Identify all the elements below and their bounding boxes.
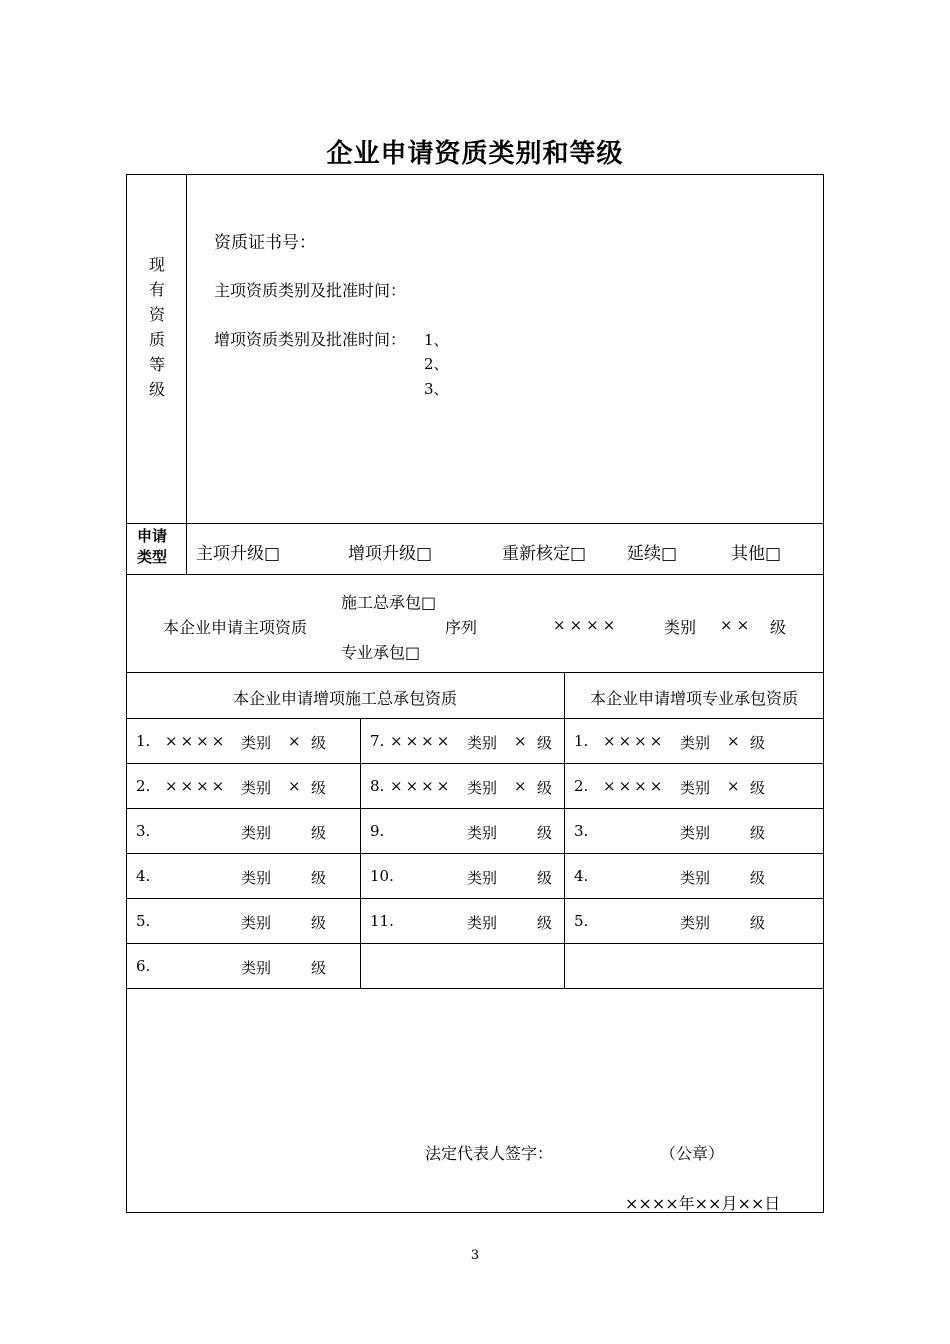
page-title: 企业申请资质类别和等级 — [326, 139, 624, 169]
add-item-1: 1、 — [424, 331, 449, 349]
table-row-1-col1-level: 级 — [311, 779, 327, 797]
table-row-4-col3-category: 类别 — [680, 914, 711, 932]
table-row-4-col1-num: 5. — [136, 912, 151, 930]
table-row-1-col2-level: 级 — [537, 779, 553, 797]
option-renew[interactable]: 延续□ — [627, 544, 678, 564]
date-label: ××××年××月××日 — [625, 1194, 781, 1213]
table-row-4-col3-level: 级 — [750, 914, 766, 932]
table-row-0-col2-category: 类别 — [467, 734, 498, 752]
general-contract-option[interactable]: 施工总承包□ — [341, 593, 437, 612]
table-row-1-col3-x: × — [727, 777, 740, 795]
table-row-0-col1-category: 类别 — [241, 734, 272, 752]
table-row-0-col1-xxxx: ×××× — [165, 732, 228, 750]
table-row-0-col3-category: 类别 — [680, 734, 711, 752]
table-row-1-col1-num: 2. — [136, 777, 151, 795]
add-item-2: 2、 — [424, 355, 449, 373]
add-item-3: 3、 — [424, 380, 449, 398]
option-add-upgrade[interactable]: 增项升级□ — [348, 544, 433, 564]
table-row-2-col1-category: 类别 — [241, 824, 272, 842]
table-row-2-col3-num: 3. — [574, 822, 589, 840]
table-row-3-col2-category: 类别 — [467, 869, 498, 887]
table-row-4-col1-level: 级 — [311, 914, 327, 932]
table-row-4-col3-num: 5. — [574, 912, 589, 930]
cert-number-label: 资质证书号： — [214, 233, 316, 253]
table-row-0-col1-num: 1. — [136, 732, 151, 750]
table-row-2-col2-level: 级 — [537, 824, 553, 842]
table-row-5-col1-num: 6. — [136, 957, 151, 975]
table-row-3-col1-num: 4. — [136, 867, 151, 885]
table-row-0-col1-level: 级 — [311, 734, 327, 752]
table-row-5-col1-level: 级 — [311, 959, 327, 977]
table-row-1-col3-num: 2. — [574, 777, 589, 795]
category-label: 类别 — [664, 618, 697, 637]
table-row-3-col2-level: 级 — [537, 869, 553, 887]
level-label: 级 — [770, 618, 787, 637]
series-label: 序列 — [445, 618, 478, 637]
table-row-1-col2-num: 8. — [370, 777, 385, 795]
table-row-0-col2-level: 级 — [537, 734, 553, 752]
table-row-2-col1-level: 级 — [311, 824, 327, 842]
option-other[interactable]: 其他□ — [731, 544, 782, 564]
table-row-1-col1-category: 类别 — [241, 779, 272, 797]
table-row-1-col3-level: 级 — [750, 779, 766, 797]
table-row-3-col1-level: 级 — [311, 869, 327, 887]
option-recheck[interactable]: 重新核定□ — [502, 544, 587, 564]
main-category-label: 主项资质类别及批准时间： — [214, 281, 407, 300]
main-apply-prefix: 本企业申请主项资质 — [163, 618, 308, 637]
table-row-1-col2-x: × — [514, 777, 527, 795]
signature-label: 法定代表人签字： — [425, 1144, 554, 1163]
table-row-1-col2-category: 类别 — [467, 779, 498, 797]
seal-label: （公章） — [660, 1144, 725, 1163]
table-row-4-col2-level: 级 — [537, 914, 553, 932]
table-row-2-col3-category: 类别 — [680, 824, 711, 842]
table-row-0-col2-x: × — [514, 732, 527, 750]
table-row-1-col2-xxxx: ×××× — [390, 777, 453, 795]
table-row-1-col1-x: × — [288, 777, 301, 795]
table-row-2-col2-num: 9. — [370, 822, 385, 840]
table-row-4-col1-category: 类别 — [241, 914, 272, 932]
table-row-3-col2-num: 10. — [370, 867, 394, 885]
apply-type-label: 申请 类型 — [137, 527, 168, 566]
table-row-0-col3-x: × — [727, 732, 740, 750]
page-number: 3 — [470, 1248, 480, 1263]
table-row-1-col3-category: 类别 — [680, 779, 711, 797]
table-row-2-col1-num: 3. — [136, 822, 151, 840]
table-row-3-col1-category: 类别 — [241, 869, 272, 887]
series-placeholder: ×××× — [553, 616, 620, 634]
special-contract-option[interactable]: 专业承包□ — [341, 643, 421, 662]
table-row-0-col1-x: × — [288, 732, 301, 750]
table-row-2-col2-category: 类别 — [467, 824, 498, 842]
level-placeholder: ×× — [720, 616, 754, 634]
table-row-4-col2-category: 类别 — [467, 914, 498, 932]
current-qualification-label: 现 有 资 质 等 级 — [148, 255, 165, 399]
header-general-contract: 本企业申请增项施工总承包资质 — [232, 689, 457, 708]
add-category-label: 增项资质类别及批准时间： — [214, 330, 407, 349]
table-row-0-col3-xxxx: ×××× — [603, 732, 666, 750]
table-row-5-col1-category: 类别 — [241, 959, 272, 977]
table-row-1-col3-xxxx: ×××× — [603, 777, 666, 795]
table-row-2-col3-level: 级 — [750, 824, 766, 842]
table-row-0-col3-num: 1. — [574, 732, 589, 750]
table-row-3-col3-category: 类别 — [680, 869, 711, 887]
header-special-contract: 本企业申请增项专业承包资质 — [589, 689, 798, 708]
table-row-0-col2-xxxx: ×××× — [390, 732, 453, 750]
table-row-1-col1-xxxx: ×××× — [165, 777, 228, 795]
table-row-0-col3-level: 级 — [750, 734, 766, 752]
table-row-3-col3-level: 级 — [750, 869, 766, 887]
table-row-3-col3-num: 4. — [574, 867, 589, 885]
table-row-4-col2-num: 11. — [370, 912, 394, 930]
table-row-0-col2-num: 7. — [370, 732, 385, 750]
option-main-upgrade[interactable]: 主项升级□ — [196, 544, 281, 564]
